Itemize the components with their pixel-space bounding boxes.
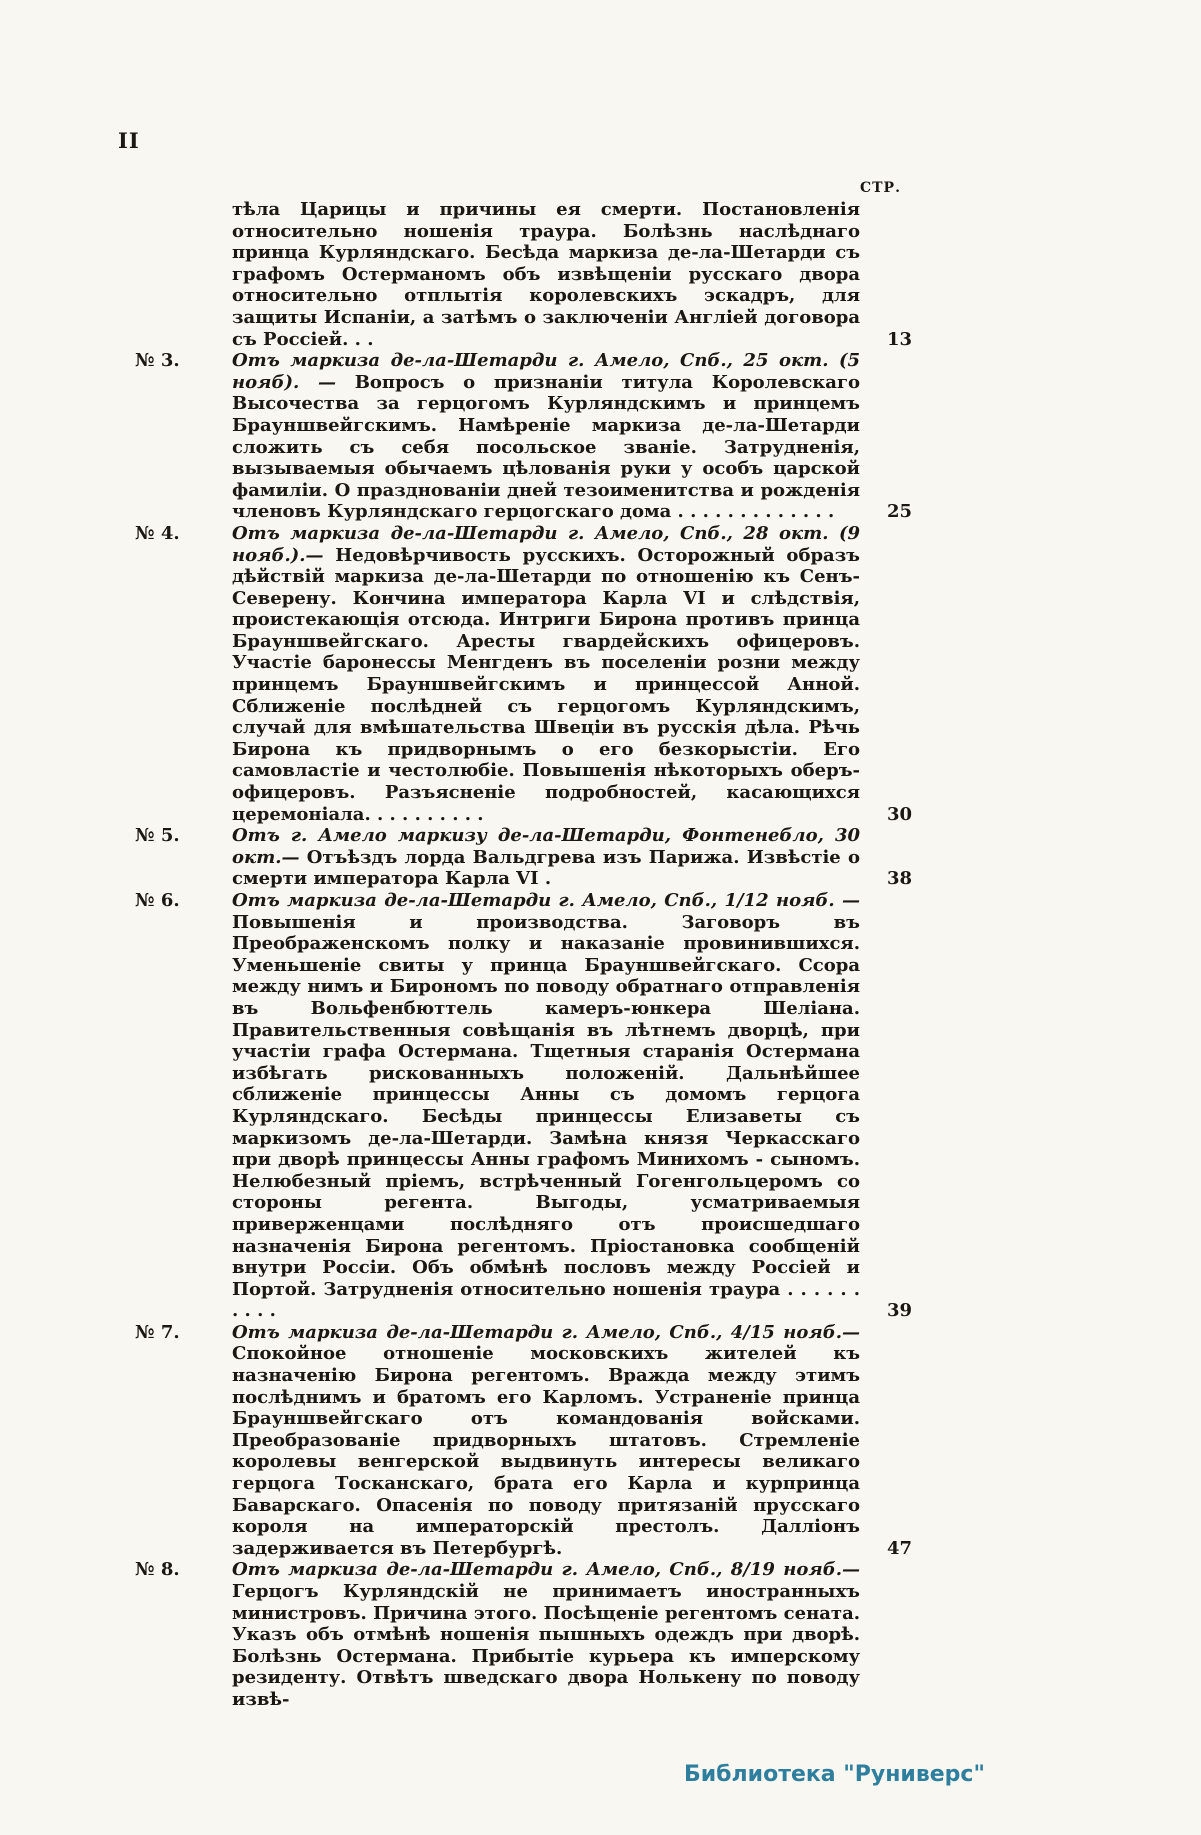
entry-text: Вопросъ о признаніи титула Королевскаго Высочества за герцогомъ Курляндскимъ и принцемъ Брауншвейгскимъ. Намѣреніе маркиза де-ла-Шетарди сложить съ себя посольское званіе. Затрудненія, вызываемыя обычаемъ цѣлованія руки у особъ царской фамиліи. О празднованіи дней тезоименитства и рожденія членовъ Курляндскаго герцогскаго дома . . . . . . . . . . . . . [232,371,860,523]
toc-entry [135,350,912,523]
entry-heading: Отъ маркиза де-ла-Шетарди г. Амело, Спб., 8/19 нояб.— [232,1559,860,1581]
page-column-header: СТР. [860,180,901,196]
entry-number: № 8. [135,1559,180,1581]
entry-number: № 4. [135,522,180,544]
entry-page-number: 47 [886,1537,912,1559]
entry-text: Герцогъ Курляндскій не принимаетъ иностранныхъ министровъ. Причина этого. Посѣщеніе регентомъ сената. Указъ объ отмѣнѣ ношенія пышныхъ одеждъ при дворѣ. Болѣзнь Остермана. Прибытіе курьера къ имперскому резиденту. Отвѣтъ шведскаго двора Нолькену по поводу извѣ- [232,1581,860,1710]
entry-number: № 7. [135,1321,180,1343]
toc-entry [135,1321,912,1560]
entry-number: № 3. [135,350,180,372]
entry-heading: Отъ маркиза де-ла-Шетарди г. Амело, Спб., 4/15 нояб.— [232,1321,860,1343]
entry-heading: Отъ маркиза де-ла-Шетарди г. Амело, Спб., 28 окт. (9 нояб.).— [232,522,860,566]
entry-heading: Отъ маркиза де-ла-Шетарди г. Амело, Спб., 25 окт. (5 нояб). — [232,350,860,393]
entry-text: Спокойное отношеніе московскихъ жителей къ назначенію Бирона регентомъ. Вражда между этимъ послѣднимъ и братомъ его Карломъ. Устраненіе принца Брауншвейгскаго отъ командованія войсками. Преобразованіе придворныхъ штатовъ. Стремленіе королевы венгерской выдвинуть интересы великаго герцога Тосканскаго, брата его Карла и курпринца Баварскаго. Опасенія по поводу притязаній прусскаго короля на императорскій престолъ. Далліонъ задерживается въ Петербургѣ. [232,1343,860,1559]
entry-text: Недовѣрчивость русскихъ. Осторожный образъ дѣйствій маркиза де-ла-Шетарди по отношенію къ Сенъ-Северену. Кончина императора Карла VI и слѣдствія, проистекающія отсюда. Интриги Бирона противъ принца Брауншвейгскаго. Аресты гвардейскихъ офицеровъ. Участіе баронессы Менгденъ въ поселеніи розни между принцемъ Брауншвейгскимъ и принцессой Анной. Сближеніе послѣдней съ герцогомъ Курляндскимъ, случай для вмѣшательства Швеціи въ русскія дѣла. Рѣчь Бирона къ придворнымъ о его безкорыстіи. Его самовластіе и честолюбіе. Повышенія нѣкоторыхъ оберъ-офицеровъ. Разъясненіе подробностей, касающихся церемоніала. . . . . . . . . . [232,544,860,825]
toc-entry [135,825,912,890]
entry-text: Отъѣздъ лорда Вальдгрева изъ Парижа. Извѣстіе о смерти императора Карла VI . [232,846,860,890]
entry-heading: Отъ г. Амело маркизу де-ла-Шетарди, Фонтенебло, 30 окт.— [232,825,860,868]
entry-page-number: 38 [886,868,912,890]
toc-entry [135,890,912,1322]
toc-entry [232,199,912,350]
library-watermark: Библиотека "Руниверс" [684,1762,985,1787]
entry-page-number: 25 [886,501,912,523]
entry-page-number: 39 [886,1300,912,1322]
toc-entry [135,522,912,825]
entry-text: Повышенія и производства. Заговоръ въ Преображенскомъ полку и наказаніе провинившихся. Уменьшеніе свиты у принца Брауншвейгскаго. Ссора между нимъ и Бирономъ по поводу обратнаго отправленія въ Вольфенбюттель камеръ-юнкера Шеліана. Правительственныя совѣщанія въ лѣтнемъ дворцѣ, при участіи графа Остермана. Тщетныя старанія Остермана избѣгать рискованныхъ положеній. Дальнѣйшее сближеніе принцессы Анны съ домомъ герцога Курляндскаго. Бесѣды принцессы Елизаветы съ маркизомъ де-ла-Шетарди. Замѣна князя Черкасскаго при дворѣ принцессы Анны графомъ Минихомъ - сыномъ. Нелюбезный пріемъ, встрѣченный Гогенгольцеромъ со стороны регента. Выгоды, усматриваемыя приверженцами послѣдняго отъ происшедшаго назначенія Бирона регентомъ. Пріостановка сообщеній внутри Россіи. Объ обмѣнѣ пословъ между Россіей и Портой. Затрудненія относительно ношенія траура . . . . . . . . . . [232,911,860,1322]
entry-number: № 5. [135,825,180,847]
table-of-contents [135,199,912,1711]
sheet-number: II [118,128,140,153]
entry-page-number: 13 [886,328,912,350]
entry-text: тѣла Царицы и причины ея смерти. Постановленія относительно ношенія траура. Болѣзнь наслѣднаго принца Курляндскаго. Бесѣда маркиза де-ла-Шетарди съ графомъ Остерманомъ объ извѣщеніи русскаго двора относительно отплытія королевскихъ эскадръ, для защиты Испаніи, а затѣмъ о заключеніи Англіей договора съ Россіей. . . [232,199,860,350]
toc-entry [135,1559,860,1710]
entry-heading: Отъ маркиза де-ла-Шетарди г. Амело, Спб., 1/12 нояб. — [232,890,860,911]
entry-page-number: 30 [886,803,912,825]
entry-number: № 6. [135,890,180,911]
